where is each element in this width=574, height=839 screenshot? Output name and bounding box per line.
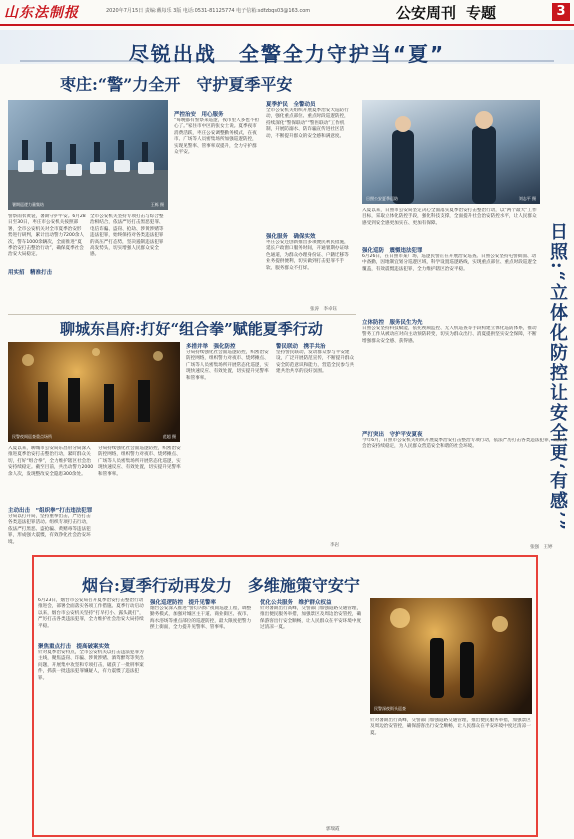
photo-caption: 日照公安夏季巡防 bbox=[366, 196, 398, 201]
story-lead: 入夏以来，聊城市公安局东昌府分局深入推进夏季治安打击整治行动，紧盯群众关切，打好“组合拳”，全力维护辖区社会治安持续稳定。截至目前，共出动警力2000余人次，发现整改安全隐患300余处。 bbox=[8, 446, 94, 477]
publication-info: 2020年7月15日 责编:戴每乐 3版 电话:0531-81125774 电子信箱:sdfzbqs03@163.com bbox=[106, 8, 311, 14]
story-headline-rizhao: 日照:“立体化防控让安全更‘有感’” bbox=[547, 222, 568, 532]
story-subhead: 强化服务 确保实效 bbox=[266, 234, 316, 240]
photo-credit: 刘志平 摄 bbox=[518, 196, 536, 201]
story-headline-yantai: 烟台:夏季行动再发力 多维施策守安宁 bbox=[82, 576, 360, 595]
story-subhead: 严控治安 用心服务 bbox=[174, 112, 224, 118]
story-author: 张涛 李卓钰 bbox=[310, 307, 337, 312]
subsection-title: 专题 bbox=[466, 4, 497, 22]
photo-caption: 暑期巡逻力量集结 bbox=[12, 202, 44, 207]
story-body: 分局以打开局，坚持重拳出击，严厉打击各类违法犯罪活动。组织专项打击行动，依法严打黑恶、盗抢骗、黄赌毒等违法犯罪，形成强大震慑，有效净化社会治安环境。 bbox=[8, 514, 91, 545]
night-patrol-image bbox=[8, 342, 180, 442]
story-photo-yantai bbox=[370, 598, 532, 714]
story-photo-zaozhuang bbox=[8, 100, 168, 210]
story-body: 枣庄公安还创新推出多项便民利民措施，延长户政窗口服务时间，开通暑期办证绿色通道，为群众办理身份证、户籍迁移等业务提供便利，切实做到打击犯罪不手软、服务群众不打烊。 bbox=[266, 240, 349, 271]
story-body: 6月26日，在日照市某广场，巡逻民警正在开展治安巡查。日照公安坚持屯警街面、动中备勤，因地制宜划分巡逻区域，科学设置巡逻路线，实现重点部位、重点时段巡逻全覆盖，有效震慑违法犯罪，全力维护辖区治安平稳。 bbox=[362, 254, 537, 272]
police-motorcade-image bbox=[8, 100, 168, 210]
story-subhead: 立体防控 服务民生为先 bbox=[362, 320, 423, 326]
story-body: 针对暑期出行高峰，交警部门加强道路交通管理，推出便民服务举措，加强景区及周边治安管控，确保游客出行安全顺畅，让人民群众在平安环境中度过清凉一夏。 bbox=[370, 718, 531, 736]
section-title: 公安周刊 bbox=[396, 4, 457, 22]
story-author: 李岩 bbox=[330, 543, 339, 548]
story-body: 分局持续强化社会面巡逻防控，织密治安防控网络，组织警力对夜市、烧烤摊点、广场等人员密集场所开展常态化巡逻，实现快速反应、有效处置，切实提升见警率和管事率。 bbox=[98, 446, 181, 477]
story-body: “每晚都有警察来巡逻，夜市里人多也不担心了。”家住市中区的张女士说。夏季夜市消费活跃，枣庄公安调整勤务模式，在夜市、广场等人员密集场所加强巡逻防控，实现见警率、管事率双提升，全力守护群众平安。 bbox=[174, 118, 260, 156]
photo-caption: 民警夜间巡查重点场所 bbox=[12, 434, 52, 439]
story-subhead: 夏季护民 全警动员 bbox=[266, 102, 316, 108]
officers-image bbox=[362, 100, 540, 204]
story-headline-zaozhuang: 枣庄:“警”力全开 守护夏季平安 bbox=[60, 75, 293, 94]
story-photo-rizhao bbox=[362, 100, 540, 204]
story-body: 全市公安机关坚持专项打击与综合整治相结合，依法严厉打击黑恶犯罪、电信诈骗、盗窃、抢劫、涉黄涉赌等违法犯罪，始终保持对各类违法犯罪的高压严打态势，坚决遏制违法犯罪高发势头，切实增强人民群众安全感。 bbox=[90, 214, 164, 258]
divider bbox=[8, 314, 356, 315]
story-body: 针对夏季治安特点，全市公安机关以打击违法犯罪为主线，聚焦盗窃、诈骗、涉黄涉赌、酒驾醉驾等突出问题，开展集中攻坚和专项打击，破获了一批刑事案件，抓获一批违法犯罪嫌疑人，有力震慑了违法犯罪。 bbox=[38, 650, 144, 681]
street-patrol-image bbox=[370, 598, 532, 714]
story-photo-liaocheng bbox=[8, 342, 180, 442]
story-lead: 入夏以来，日照市公安局坚定决心全面落实夏季治安打击整治行动，以“两个最大”工作目标，采取立体化防控手段，强化科技支撑，全面提升社会治安防控水平，让人民群众感受到安全感更加实在、更加有保障。 bbox=[362, 208, 537, 226]
story-body: 全市公安机关组织开展夏季治安大巡防行动，强化重点部位、重点时段巡逻防控，持续深化“警保联动”“警医联动”工作机制，开展防溺水、防诈骗宣传进社区活动，不断提升群众的安全感和满意度。 bbox=[266, 108, 349, 139]
photo-caption: 民警深夜街头巡查 bbox=[374, 706, 406, 711]
story-subhead: 严打突出 守护平安夏夜 bbox=[362, 432, 423, 438]
story-subhead: 聚焦重点打击 提高破案实效 bbox=[38, 644, 110, 650]
story-lead: 警察雨衣黄裳，暑期守护平安。6月28日至30日，枣庄市公安机关按照部署，全市公安机关对全市夏季治安形势进行研判，累计出动警力7200余人次，警车1000余辆次，全面推进“夏季治安打击整治行动”，确保夏季社会治安大局稳定。 bbox=[8, 214, 86, 258]
story-subhead: 多措并举 强化防控 bbox=[186, 344, 236, 350]
story-headline-liaocheng: 聊城东昌府:打好“组合拳”赋能夏季行动 bbox=[60, 320, 323, 338]
story-body: 日照公安坚持科技赋能，依托视频监控、无人机巡查等手段构建立体化巡防体系，推动警务工作从被动应对向主动预防转变，切实为群众出行、消夏提供坚实安全保障，不断增强群众安全感、获得感。 bbox=[362, 326, 537, 344]
story-subhead: 强化巡防 震慑违法犯罪 bbox=[362, 248, 423, 254]
story-author: 张强 王婷 bbox=[530, 545, 553, 550]
banner-title: 尽锐出战 全警全力守护当“夏” bbox=[128, 42, 446, 66]
story-body: 烟台公安深入推进“警灯闪烁”夜间巡逻工程，调整勤务模式，加强对城区主干道、商业街区、夜市、海水浴场等重点部位的巡逻防控，最大限度把警力摆上街面，全力提升见警率、管事率。 bbox=[150, 606, 252, 631]
story-body: 今年6月，日照市公安机关组织开展夏季治安打击整治专项行动，依法严厉打击各类违法犯罪，确保社会治安持续稳定，为人民群众营造安全和谐的社会环境。 bbox=[362, 438, 568, 450]
story-author: 郭瑞霞 bbox=[326, 827, 340, 832]
story-subhead: 警民联动 携手共治 bbox=[276, 344, 326, 350]
newspaper-logo: 山东法制报 bbox=[4, 5, 79, 21]
photo-credit: 范超 摄 bbox=[162, 434, 176, 439]
story-lead: 6月23日，烟台市公安局召开夏季治安打击整治行动推进会，部署全面落实各项工作措施。夏季行动启动以来，烟台市公安机关坚持“打早打小、露头就打”，严厉打击各类违法犯罪，全力维护社会治安大局持续平稳。 bbox=[38, 598, 144, 629]
story-subhead: 优化公共服务 维护群众权益 bbox=[260, 600, 332, 606]
story-subhead: 强化巡逻防控 提升见警率 bbox=[150, 600, 217, 606]
story-subhead: 主动出击 “组织拳”打击违法犯罪 bbox=[8, 508, 93, 514]
story-subhead: 用实招 精准打击 bbox=[8, 270, 53, 276]
story-body: 坚持警民联动，发动群众参与平安建设，广泛开展防范宣传，不断提升群众安全防范意识和能力，营造全民参与共建共治共享的良好氛围。 bbox=[276, 350, 355, 375]
page-number: 3 bbox=[552, 3, 570, 21]
story-body: 针对暑期出行高峰，交警部门加强道路交通管理，推出便民服务举措，加强景区及周边治安管控，确保游客出行安全顺畅，让人民群众在平安环境中度过清凉一夏。 bbox=[260, 606, 362, 631]
story-body: 分局持续强化社会面巡逻防控，织密治安防控网络，组织警力对夜市、烧烤摊点、广场等人员密集场所开展常态化巡逻，实现快速反应、有效处置，切实提升见警率和管事率。 bbox=[186, 350, 269, 381]
photo-credit: 王栋 摄 bbox=[150, 202, 164, 207]
